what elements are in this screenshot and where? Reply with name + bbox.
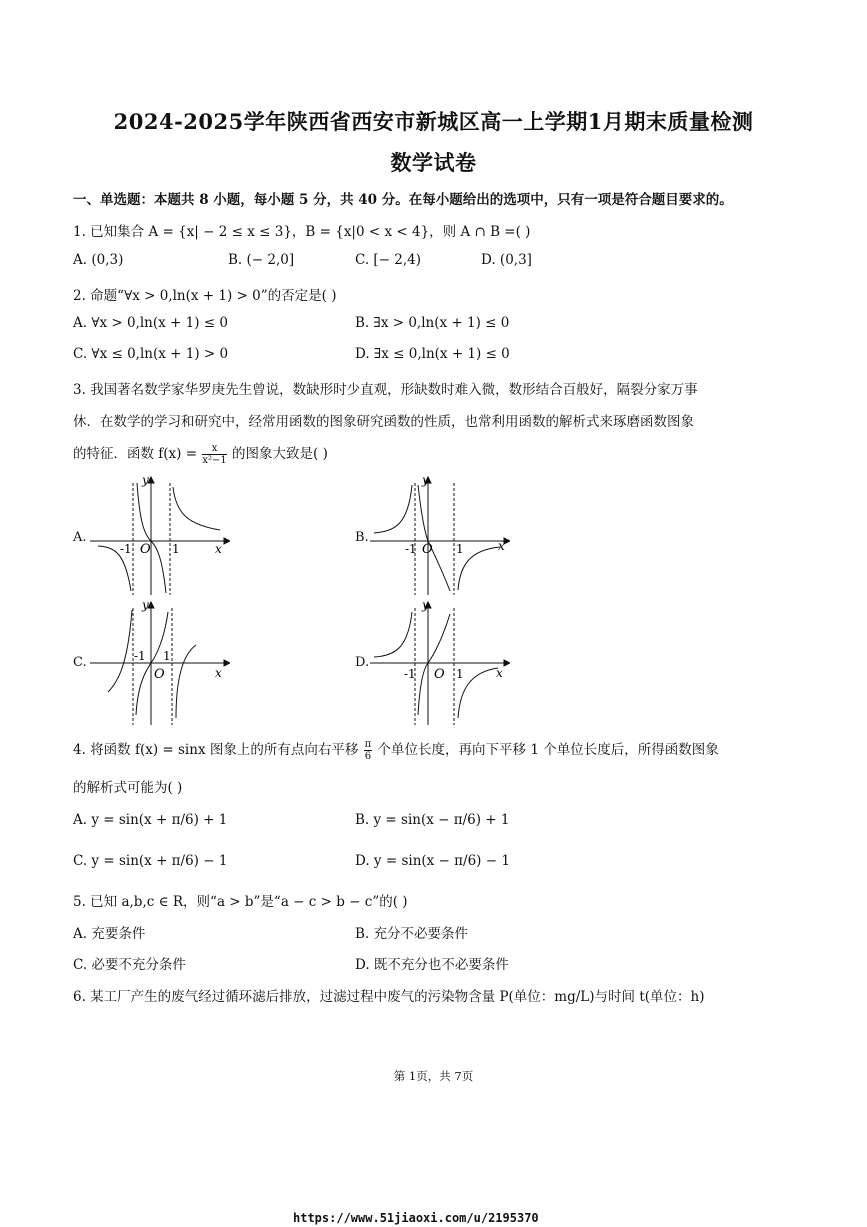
graph-b-y-label: y [422,475,429,487]
q5-option-b: B. 充分不必要条件 [355,926,469,942]
graph-b-origin: O [422,542,433,557]
q4-option-d: D. y = sin(x − π/6) − 1 [355,853,510,869]
source-url[interactable]: https://www.51jiaoxi.com/u/2195370 [293,1211,539,1225]
q4-option-a: A. y = sin(x + π/6) + 1 [73,812,228,828]
graph-b-label: B. [355,530,369,545]
q4-fraction [364,739,373,762]
graph-a-label: A. [73,530,87,545]
section-heading: 一、单选题：本题共 8 小题，每小题 5 分，共 40 分。在每小题给出的选项中，只有一项是符合题目要求的。 [73,192,733,208]
page-number: 第 1页，共 7页 [393,1069,474,1083]
graph-b [370,475,510,595]
graph-b-tick-neg: -1 [405,542,417,556]
graph-d-y-label: y [422,600,429,612]
graph-b-x-label: x [498,539,505,553]
q4-fraction-num: π [364,739,372,750]
q4-fraction-den: 6 [364,751,372,762]
exam-title: 2024-2025学年陕西省西安市新城区高一上学期1月期末质量检测 [113,109,754,134]
graph-b-tick-pos: 1 [456,542,464,556]
graph-a-origin: O [140,542,151,557]
q4-option-b: B. y = sin(x − π/6) + 1 [355,812,510,828]
graph-d-tick-pos: 1 [456,667,464,681]
graph-a-tick-pos: 1 [172,542,180,556]
question-3-line2: 休．在数学的学习和研究中，经常用函数的图象研究函数的性质，也常利用函数的解析式来琢磨函数图象 [73,414,694,430]
graph-a-x-label: x [215,542,222,556]
question-4-line1 [73,738,719,762]
graph-a-y-label: y [142,475,149,487]
q3-stem-part2: 的图象大致是( ) [232,446,328,462]
question-2-stem: 2. 命题“∀x > 0,ln(x + 1) > 0”的否定是( ) [73,288,337,304]
q2-option-a: A. ∀x > 0,ln(x + 1) ≤ 0 [73,315,228,331]
q1-option-d: D. (0,3] [481,252,532,268]
graph-c-origin: O [154,667,165,682]
graph-d-tick-neg: -1 [404,667,416,681]
q2-option-b: B. ∃x > 0,ln(x + 1) ≤ 0 [355,315,510,331]
q4-stem-part1: 4. 将函数 f(x) = sinx 图象上的所有点向右平移 [73,742,359,758]
q3-stem-part1: 的特征．函数 f(x) = [73,446,198,462]
q2-option-d: D. ∃x ≤ 0,ln(x + 1) ≤ 0 [355,346,510,362]
graph-a-tick-neg: -1 [120,542,132,556]
graph-c-label: C. [73,655,87,670]
q1-option-c: C. [− 2,4) [355,252,422,268]
q4-stem-part2: 个单位长度，再向下平移 1 个单位长度后，所得函数图象 [377,742,719,758]
graph-c-tick-pos: 1 [163,649,171,663]
question-6-stem: 6. 某工厂产生的废气经过循环滤后排放，过滤过程中废气的污染物含量 P(单位：mg/L)与时间 t(单位：h) [73,989,705,1005]
q5-option-a: A. 充要条件 [73,926,146,942]
question-4-line2: 的解析式可能为( ) [73,780,183,796]
graph-d-label: D. [355,655,370,670]
q1-option-b: B. (− 2,0] [228,252,295,268]
question-3-line1: 3. 我国著名数学家华罗庚先生曾说，数缺形时少直观，形缺数时难入微，数形结合百般好，隔裂分家万事 [73,382,698,398]
graph-a [90,475,230,595]
q3-fraction [202,443,226,466]
q5-option-d: D. 既不充分也不必要条件 [355,957,509,973]
graph-d [370,600,510,725]
q3-fraction-num: x [202,443,226,455]
exam-subtitle: 数学试卷 [390,150,477,175]
graph-c-x-label: x [215,666,222,680]
graph-d-x-label: x [496,666,503,680]
question-1-stem: 1. 已知集合 A = {x| − 2 ≤ x ≤ 3}，B = {x|0 < x < 4}，则 A ∩ B =( ) [73,224,531,240]
graph-d-origin: O [434,667,445,682]
graph-c-tick-neg: -1 [134,649,146,663]
graph-c [90,600,230,725]
q2-option-c: C. ∀x ≤ 0,ln(x + 1) > 0 [73,346,229,362]
question-5-stem: 5. 已知 a,b,c ∈ R，则“a > b”是“a − c > b − c”的( ) [73,894,408,910]
q5-option-c: C. 必要不充分条件 [73,957,186,973]
q4-option-c: C. y = sin(x + π/6) − 1 [73,853,228,869]
question-3-line3 [73,442,328,466]
graph-c-y-label: y [142,600,149,612]
q3-fraction-den: x²−1 [202,455,227,466]
q1-option-a: A. (0,3) [73,252,124,268]
